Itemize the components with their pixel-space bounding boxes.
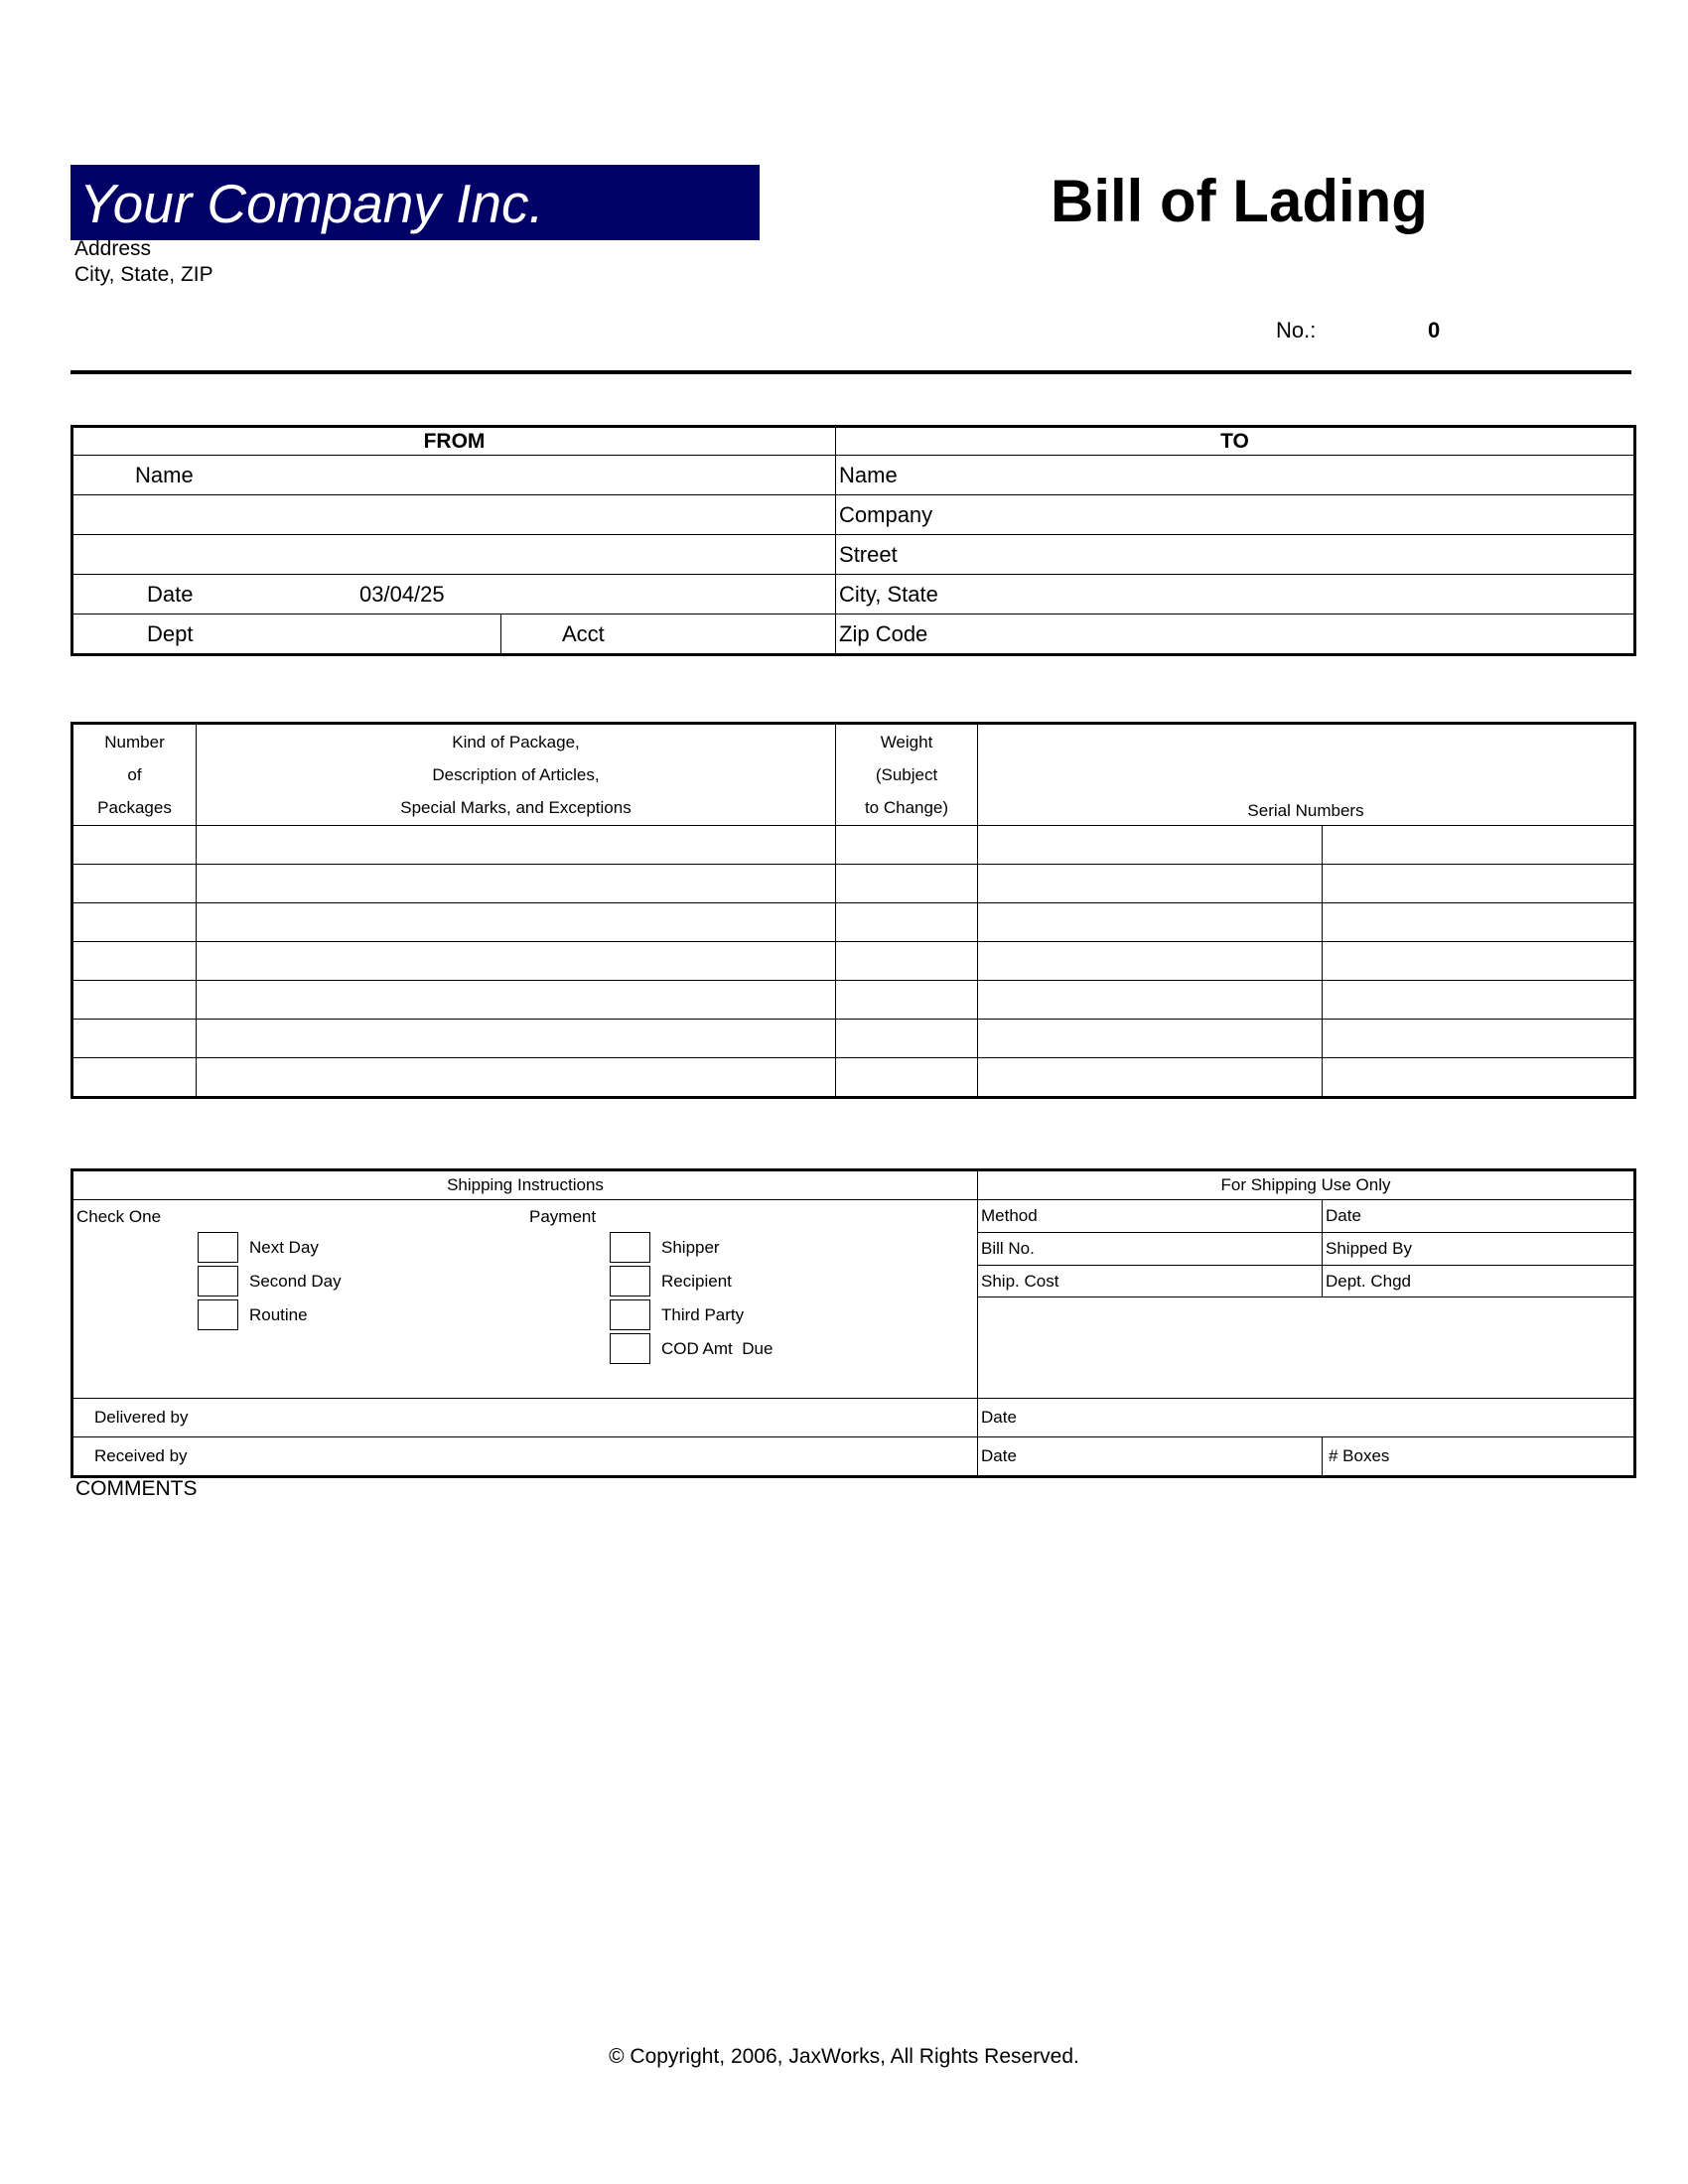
number-header-line: Packages <box>97 798 172 817</box>
shipped-by-label: Shipped By <box>1326 1238 1412 1258</box>
weight-cell[interactable] <box>836 981 978 1020</box>
company-city-state-zip[interactable]: City, State, ZIP <box>74 263 213 286</box>
serial-number-cell-1[interactable] <box>978 942 1323 981</box>
second-day-checkbox[interactable] <box>198 1266 238 1297</box>
shipper-label: Shipper <box>661 1238 720 1257</box>
weight-header <box>836 724 978 826</box>
ship-cost-label: Ship. Cost <box>981 1271 1059 1291</box>
weight-header-line: (Subject <box>875 765 938 784</box>
copyright-notice: © Copyright, 2006, JaxWorks, All Rights Reserved. <box>609 2045 1079 2068</box>
header-divider <box>70 370 1631 374</box>
description-cell[interactable] <box>197 942 836 981</box>
description-cell[interactable] <box>197 1058 836 1098</box>
table-row <box>72 903 1635 942</box>
bill-number-value[interactable]: 0 <box>1428 318 1441 342</box>
recipient-checkbox[interactable] <box>610 1266 650 1297</box>
serial-number-cell-1[interactable] <box>978 903 1323 942</box>
to-company-field[interactable] <box>836 495 1635 535</box>
routine-label: Routine <box>249 1305 308 1324</box>
from-header: FROM <box>72 427 836 456</box>
table-row <box>72 1020 1635 1058</box>
table-row <box>72 981 1635 1020</box>
check-one-label: Check One <box>76 1207 162 1226</box>
kind-header-line: Description of Articles, <box>432 765 600 784</box>
serial-number-cell-1[interactable] <box>978 1058 1323 1098</box>
to-zip-field[interactable] <box>836 614 1635 655</box>
weight-cell[interactable] <box>836 865 978 903</box>
number-of-packages-header <box>72 724 197 826</box>
to-header: TO <box>836 427 1635 456</box>
weight-cell[interactable] <box>836 826 978 865</box>
boxes-field[interactable] <box>1323 1437 1635 1477</box>
table-row <box>72 1058 1635 1098</box>
shipping-use-only-header: For Shipping Use Only <box>978 1170 1635 1200</box>
to-name-field[interactable] <box>836 456 1635 495</box>
from-date-label: Date <box>147 581 194 607</box>
cod-checkbox[interactable] <box>610 1333 650 1364</box>
from-date-value[interactable]: 03/04/25 <box>359 581 445 607</box>
table-row <box>72 942 1635 981</box>
routine-checkbox[interactable] <box>198 1299 238 1330</box>
weight-cell[interactable] <box>836 1058 978 1098</box>
number-of-packages-cell[interactable] <box>72 903 197 942</box>
from-name-label: Name <box>135 462 194 487</box>
from-name-field[interactable] <box>72 456 836 495</box>
serial-number-cell-1[interactable] <box>978 865 1323 903</box>
to-zip-label: Zip Code <box>839 620 928 646</box>
serial-number-cell-2[interactable] <box>1323 1020 1635 1058</box>
serial-numbers-header: Serial Numbers <box>978 724 1635 826</box>
to-city-state-field[interactable] <box>836 575 1635 614</box>
weight-cell[interactable] <box>836 942 978 981</box>
table-row <box>72 865 1635 903</box>
serial-number-cell-2[interactable] <box>1323 1058 1635 1098</box>
dept-chgd-field[interactable] <box>1323 1265 1635 1297</box>
description-cell[interactable] <box>197 826 836 865</box>
number-of-packages-cell[interactable] <box>72 1020 197 1058</box>
bill-no-field[interactable] <box>978 1232 1323 1265</box>
company-address[interactable]: Address <box>74 237 152 260</box>
from-blank-field-2[interactable] <box>72 535 836 575</box>
from-to-table <box>70 425 1636 656</box>
kind-of-package-header <box>197 724 836 826</box>
shipping-instructions-header: Shipping Instructions <box>72 1170 978 1200</box>
weight-header-line: to Change) <box>864 798 949 817</box>
shipping-notes-area[interactable] <box>978 1297 1635 1399</box>
serial-number-cell-1[interactable] <box>978 981 1323 1020</box>
number-of-packages-cell[interactable] <box>72 1058 197 1098</box>
next-day-label: Next Day <box>249 1238 319 1257</box>
from-date-field[interactable] <box>72 575 836 614</box>
to-street-label: Street <box>839 541 898 567</box>
number-of-packages-cell[interactable] <box>72 981 197 1020</box>
from-dept-field[interactable] <box>72 614 501 655</box>
serial-number-cell-1[interactable] <box>978 1020 1323 1058</box>
ship-cost-field[interactable] <box>978 1265 1323 1297</box>
third-party-checkbox[interactable] <box>610 1299 650 1330</box>
delivered-by-field[interactable] <box>72 1399 978 1437</box>
number-of-packages-cell[interactable] <box>72 942 197 981</box>
ship-date-field[interactable] <box>1323 1200 1635 1233</box>
description-cell[interactable] <box>197 981 836 1020</box>
received-date-field[interactable] <box>978 1437 1323 1477</box>
ship-date-label: Date <box>1326 1205 1361 1225</box>
from-blank-field-1[interactable] <box>72 495 836 535</box>
company-name[interactable]: Your Company Inc. <box>79 173 544 234</box>
packages-table <box>70 722 1636 1099</box>
table-row <box>72 826 1635 865</box>
boxes-label: # Boxes <box>1329 1446 1390 1465</box>
bill-number-label: No.: <box>1276 318 1317 342</box>
next-day-checkbox[interactable] <box>198 1232 238 1263</box>
to-city-state-label: City, State <box>839 581 938 607</box>
method-field[interactable] <box>978 1200 1323 1233</box>
serial-number-cell-2[interactable] <box>1323 981 1635 1020</box>
delivered-by-label: Delivered by <box>94 1408 189 1427</box>
to-company-label: Company <box>839 501 933 527</box>
second-day-label: Second Day <box>249 1272 342 1291</box>
delivered-date-label: Date <box>981 1408 1017 1427</box>
bill-no-label: Bill No. <box>981 1238 1035 1258</box>
recipient-label: Recipient <box>661 1272 732 1291</box>
from-acct-field[interactable] <box>501 614 836 655</box>
document-title: Bill of Lading <box>1051 168 1428 234</box>
from-dept-label: Dept <box>147 620 194 646</box>
shipper-checkbox[interactable] <box>610 1232 650 1263</box>
number-header-line: of <box>127 765 142 784</box>
description-cell[interactable] <box>197 865 836 903</box>
payment-label: Payment <box>529 1207 597 1226</box>
shipped-by-field[interactable] <box>1323 1232 1635 1265</box>
serial-number-cell-1[interactable] <box>978 826 1323 865</box>
to-street-field[interactable] <box>836 535 1635 575</box>
kind-header-line: Kind of Package, <box>452 733 580 751</box>
received-by-field[interactable] <box>72 1437 978 1477</box>
method-label: Method <box>981 1205 1038 1225</box>
shipping-table <box>70 1168 1636 1478</box>
third-party-label: Third Party <box>661 1305 745 1324</box>
serial-number-cell-2[interactable] <box>1323 865 1635 903</box>
description-cell[interactable] <box>197 903 836 942</box>
description-cell[interactable] <box>197 1020 836 1058</box>
kind-header-line: Special Marks, and Exceptions <box>400 798 632 817</box>
dept-chgd-label: Dept. Chgd <box>1326 1271 1411 1291</box>
weight-cell[interactable] <box>836 903 978 942</box>
number-header-line: Number <box>104 733 165 751</box>
delivered-date-field[interactable] <box>978 1399 1635 1437</box>
number-of-packages-cell[interactable] <box>72 826 197 865</box>
serial-number-cell-2[interactable] <box>1323 903 1635 942</box>
received-by-label: Received by <box>94 1446 188 1465</box>
cod-amount-due-label: COD Amt Due <box>661 1339 774 1358</box>
number-of-packages-cell[interactable] <box>72 865 197 903</box>
weight-header-line: Weight <box>880 733 933 751</box>
serial-number-cell-2[interactable] <box>1323 942 1635 981</box>
serial-number-cell-2[interactable] <box>1323 826 1635 865</box>
shipping-options-cell <box>72 1200 978 1399</box>
received-date-label: Date <box>981 1446 1017 1465</box>
from-acct-label: Acct <box>562 620 605 646</box>
to-name-label: Name <box>839 462 898 487</box>
weight-cell[interactable] <box>836 1020 978 1058</box>
comments-label: COMMENTS <box>75 1477 198 1500</box>
